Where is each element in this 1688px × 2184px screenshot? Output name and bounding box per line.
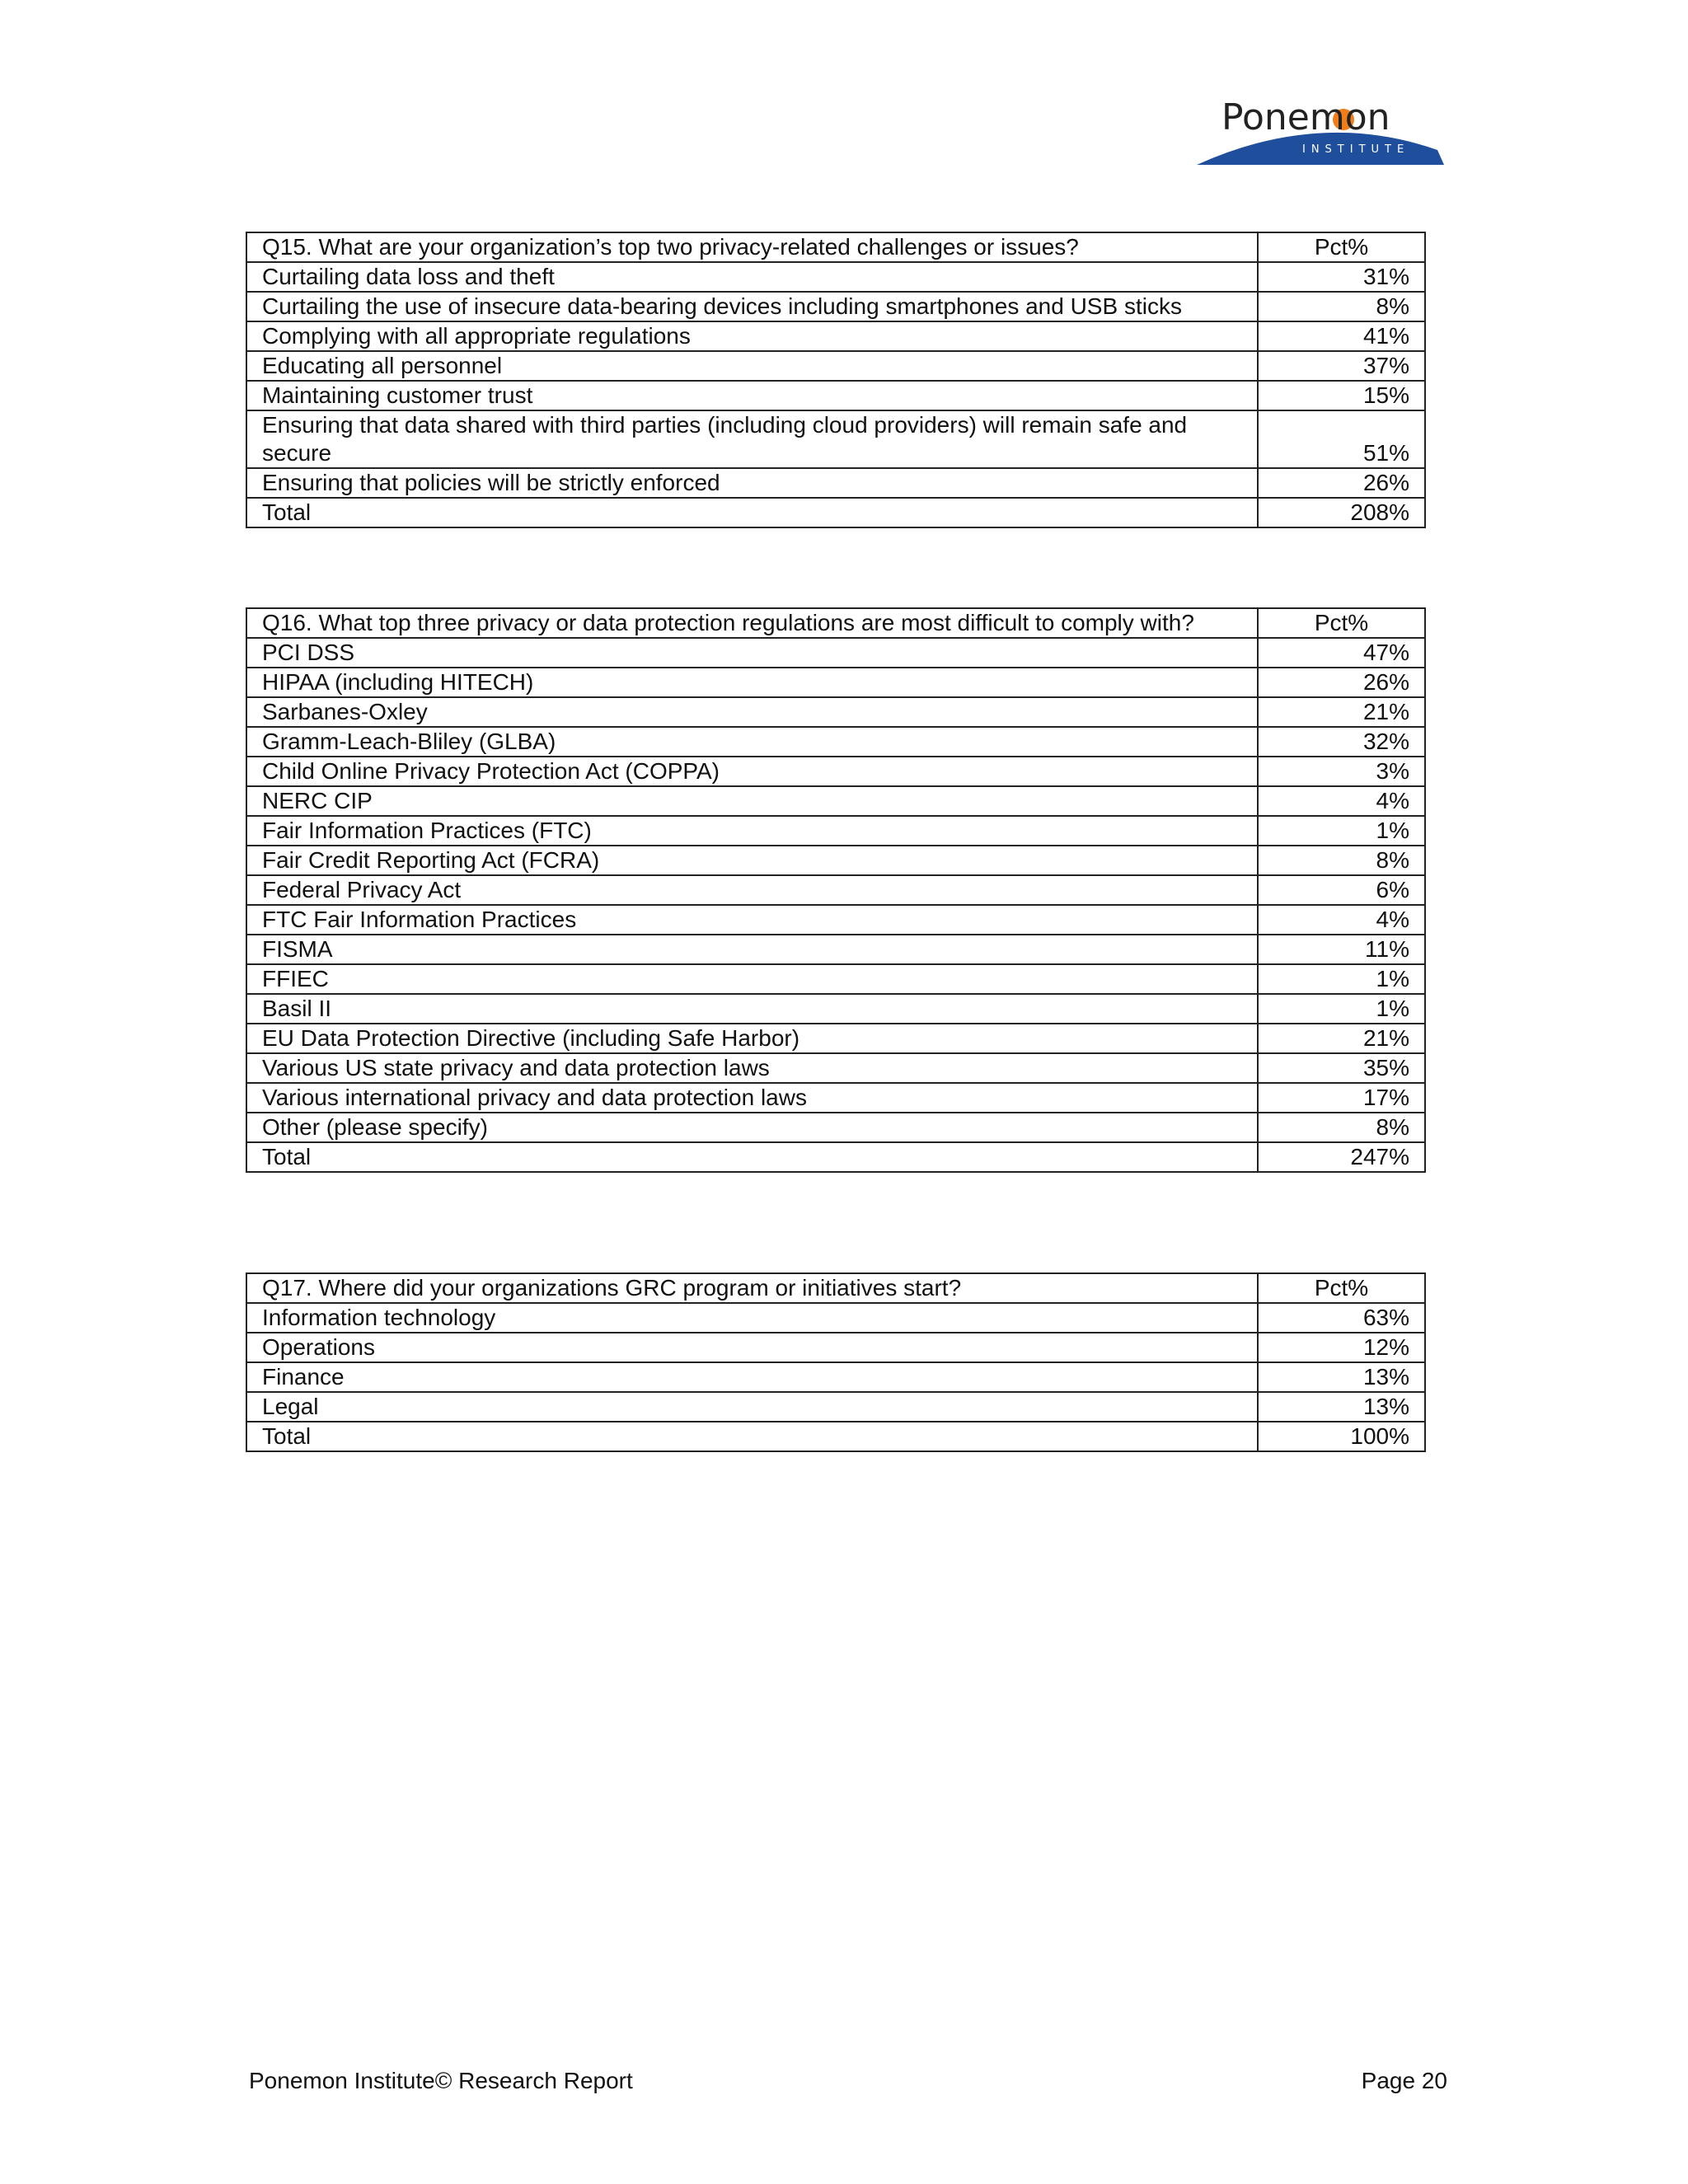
row-value: 4% bbox=[1258, 905, 1425, 935]
table-row bbox=[246, 935, 1425, 964]
table-header-row bbox=[246, 608, 1425, 638]
row-label: Basil II bbox=[246, 994, 1258, 1024]
table-row bbox=[246, 1362, 1425, 1392]
row-label: Operations bbox=[246, 1333, 1258, 1362]
column-header: Pct% bbox=[1258, 232, 1425, 262]
row-label: Total bbox=[246, 498, 1258, 527]
row-value: 4% bbox=[1258, 786, 1425, 816]
q17-table bbox=[246, 1272, 1426, 1452]
table-row bbox=[246, 964, 1425, 994]
table-row bbox=[246, 816, 1425, 846]
column-header: Pct% bbox=[1258, 608, 1425, 638]
row-label: Various international privacy and data protection laws bbox=[246, 1083, 1258, 1113]
row-value: 21% bbox=[1258, 1024, 1425, 1053]
table-row bbox=[246, 351, 1425, 381]
row-value: 41% bbox=[1258, 321, 1425, 351]
row-label: Information technology bbox=[246, 1303, 1258, 1333]
row-label: NERC CIP bbox=[246, 786, 1258, 816]
row-label: Federal Privacy Act bbox=[246, 875, 1258, 905]
row-value: 26% bbox=[1258, 668, 1425, 697]
row-value: 47% bbox=[1258, 638, 1425, 668]
row-label: Various US state privacy and data protection laws bbox=[246, 1053, 1258, 1083]
row-label: Maintaining customer trust bbox=[246, 381, 1258, 410]
table-total-row bbox=[246, 1422, 1425, 1451]
table-row bbox=[246, 905, 1425, 935]
table-row bbox=[246, 1053, 1425, 1083]
table-total-row bbox=[246, 1142, 1425, 1172]
row-label: Legal bbox=[246, 1392, 1258, 1422]
row-value: 26% bbox=[1258, 468, 1425, 498]
row-label: Complying with all appropriate regulations bbox=[246, 321, 1258, 351]
table-row bbox=[246, 410, 1425, 468]
table-row bbox=[246, 638, 1425, 668]
q16-table bbox=[246, 607, 1426, 1173]
row-value: 13% bbox=[1258, 1362, 1425, 1392]
row-label: Total bbox=[246, 1422, 1258, 1451]
footer-page-number: Page 20 bbox=[1361, 2068, 1447, 2093]
table-row bbox=[246, 292, 1425, 321]
table-row bbox=[246, 1392, 1425, 1422]
column-header: Pct% bbox=[1258, 1273, 1425, 1303]
table-header-row bbox=[246, 232, 1425, 262]
question-cell: Q15. What are your organization’s top two privacy-related challenges or issues? bbox=[246, 232, 1258, 262]
row-value: 8% bbox=[1258, 1113, 1425, 1142]
table-row bbox=[246, 1113, 1425, 1142]
row-value: 11% bbox=[1258, 935, 1425, 964]
row-value: 208% bbox=[1258, 498, 1425, 527]
table-row bbox=[246, 1303, 1425, 1333]
row-value: 8% bbox=[1258, 292, 1425, 321]
row-label: Total bbox=[246, 1142, 1258, 1172]
ponemon-logo bbox=[1197, 92, 1444, 166]
row-label: Fair Credit Reporting Act (FCRA) bbox=[246, 846, 1258, 875]
row-label: Ensuring that policies will be strictly enforced bbox=[246, 468, 1258, 498]
row-value: 37% bbox=[1258, 351, 1425, 381]
row-value: 63% bbox=[1258, 1303, 1425, 1333]
footer-report-title: Ponemon Institute© Research Report bbox=[249, 2068, 633, 2093]
row-value: 1% bbox=[1258, 994, 1425, 1024]
table-row bbox=[246, 468, 1425, 498]
question-cell: Q16. What top three privacy or data protection regulations are most difficult to comply with? bbox=[246, 608, 1258, 638]
row-value: 15% bbox=[1258, 381, 1425, 410]
table-header-row bbox=[246, 1273, 1425, 1303]
q15-table bbox=[246, 232, 1426, 528]
table-row bbox=[246, 994, 1425, 1024]
row-label: Other (please specify) bbox=[246, 1113, 1258, 1142]
row-label: HIPAA (including HITECH) bbox=[246, 668, 1258, 697]
table-row bbox=[246, 381, 1425, 410]
table-row bbox=[246, 757, 1425, 786]
table-total-row bbox=[246, 498, 1425, 527]
row-value: 247% bbox=[1258, 1142, 1425, 1172]
row-value: 51% bbox=[1258, 410, 1425, 468]
question-cell: Q17. Where did your organizations GRC program or initiatives start? bbox=[246, 1273, 1258, 1303]
table-row bbox=[246, 1333, 1425, 1362]
row-label: FFIEC bbox=[246, 964, 1258, 994]
row-value: 8% bbox=[1258, 846, 1425, 875]
row-label: Educating all personnel bbox=[246, 351, 1258, 381]
row-label: FTC Fair Information Practices bbox=[246, 905, 1258, 935]
logo-subtitle: INSTITUTE bbox=[1302, 143, 1410, 156]
table-row bbox=[246, 668, 1425, 697]
table-row bbox=[246, 875, 1425, 905]
row-label: Curtailing data loss and theft bbox=[246, 262, 1258, 292]
row-value: 100% bbox=[1258, 1422, 1425, 1451]
table-row bbox=[246, 697, 1425, 727]
row-label: Child Online Privacy Protection Act (COPPA) bbox=[246, 757, 1258, 786]
row-value: 12% bbox=[1258, 1333, 1425, 1362]
row-label: EU Data Protection Directive (including Safe Harbor) bbox=[246, 1024, 1258, 1053]
row-label: Sarbanes-Oxley bbox=[246, 697, 1258, 727]
row-value: 32% bbox=[1258, 727, 1425, 757]
table-row bbox=[246, 786, 1425, 816]
row-label: Ensuring that data shared with third parties (including cloud providers) will remain safe and secure bbox=[246, 410, 1258, 468]
row-value: 17% bbox=[1258, 1083, 1425, 1113]
row-value: 6% bbox=[1258, 875, 1425, 905]
table-row bbox=[246, 262, 1425, 292]
row-value: 31% bbox=[1258, 262, 1425, 292]
row-label: Fair Information Practices (FTC) bbox=[246, 816, 1258, 846]
row-label: PCI DSS bbox=[246, 638, 1258, 668]
logo-wordmark: Ponemon bbox=[1221, 96, 1390, 138]
row-value: 3% bbox=[1258, 757, 1425, 786]
row-value: 35% bbox=[1258, 1053, 1425, 1083]
table-row bbox=[246, 1083, 1425, 1113]
row-label: Curtailing the use of insecure data-bearing devices including smartphones and USB sticks bbox=[246, 292, 1258, 321]
table-row bbox=[246, 846, 1425, 875]
row-value: 13% bbox=[1258, 1392, 1425, 1422]
row-label: Gramm-Leach-Bliley (GLBA) bbox=[246, 727, 1258, 757]
row-label: Finance bbox=[246, 1362, 1258, 1392]
row-value: 1% bbox=[1258, 964, 1425, 994]
table-row bbox=[246, 321, 1425, 351]
row-value: 21% bbox=[1258, 697, 1425, 727]
row-value: 1% bbox=[1258, 816, 1425, 846]
table-row bbox=[246, 727, 1425, 757]
table-row bbox=[246, 1024, 1425, 1053]
row-label: FISMA bbox=[246, 935, 1258, 964]
